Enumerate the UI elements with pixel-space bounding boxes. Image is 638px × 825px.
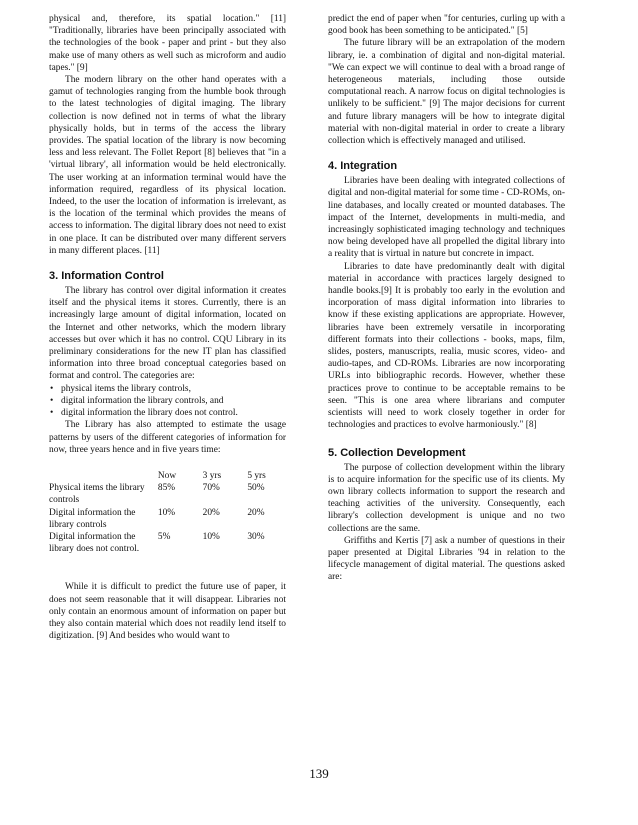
table-cell: 20% <box>247 507 265 518</box>
right-column <box>328 13 565 584</box>
section-heading-collection-development: 5. Collection Development <box>328 446 466 459</box>
list-item: • digital information the library controls, and <box>50 395 224 406</box>
paragraph: predict the end of paper when "for centuries, curling up with a good book has been something to be anticipated." [5] <box>328 14 565 37</box>
list-item: • digital information the library does not control. <box>50 408 238 419</box>
table-header-cell: Now <box>157 470 177 481</box>
table-cell: 5% <box>157 531 171 542</box>
table-header-row <box>49 470 286 482</box>
table-cell: 50% <box>247 483 265 494</box>
bullet-icon: • <box>50 395 54 406</box>
table-cell: 10% <box>202 531 220 542</box>
table-row <box>49 531 286 555</box>
table-header-cell <box>49 470 152 482</box>
table-header-cell: 5 yrs <box>247 470 266 481</box>
bullet-icon: • <box>50 383 54 394</box>
paragraph: The library has control over digital information it creates itself and the physical items it stores. Currently, there is an increasingly large amount of digital information, located on the Internet and other networks, which the modern library accesses but over which it has no control. CQU Library in its preliminary considerations for the new IT plan has classified information into three broad conceptual categories based on format and control. The categories are: <box>49 286 286 382</box>
paragraph: Griffiths and Kertis [7] ask a number of questions in their paper presented at Digital Libraries '94 in relation to the lifecycle management of digital material. The questions asked are: <box>328 535 565 583</box>
table-row <box>49 507 286 531</box>
paragraph: Libraries to date have predominantly dealt with digital material in accordance with practices largely designed to handle books.[9] It is probably too early in the evolution and incorporation of mass digital information into libraries to know if these existing applications are appropriate. However, libraries have been extremely versatile in incorporating different formats into their collections - books, maps, film, slides, posters, manuscripts, realia, music scores, video- and audio-tapes, and CD-ROMs. Libraries are now incorporating URLs into bibliographic records. However, whether these practices prove to continue to be acceptable remains to be seen. "This is one area where librarians and computer scientists will need to work closely together in order for technologies and practices to evolve harmoniously." [8] <box>328 261 565 431</box>
section-heading-integration: 4. Integration <box>328 160 398 173</box>
table-cell: 20% <box>202 507 220 518</box>
table-row <box>49 482 286 506</box>
table-cell: Digital information the library controls <box>49 507 136 530</box>
bullet-icon: • <box>50 408 54 419</box>
list-item: • physical items the library controls, <box>50 383 191 394</box>
page-number: 139 <box>309 766 329 781</box>
paragraph: The Library has also attempted to estimate the usage patterns by users of the different categories of information for now, three years hence and in five years time: <box>49 420 286 455</box>
usage-table <box>49 470 286 555</box>
table-cell: 70% <box>202 483 220 494</box>
paragraph: The future library will be an extrapolation of the modern library, ie. a combination of digital and non-digital material. "We can expect we will continue to deal with a broad range of heterogeneous materials, including those outside computational reach. A narrow focus on digital technologies is unlikely to be sufficient." [9] The major decisions for current and future library managers will be how to integrate digital material with non-digital material in order to create a library collection which is effectively managed and utilised. <box>328 38 565 147</box>
section-heading-information-control: 3. Information Control <box>49 270 164 283</box>
paragraph: physical and, therefore, its spatial location." [11] "Traditionally, libraries have been principally associated with the technologies of the book - paper and print - but they also make use of many others as well such as microform and audio tapes." [9] <box>49 14 286 73</box>
table-header-cell: 3 yrs <box>202 470 222 481</box>
table-cell: Digital information the library does not control. <box>49 531 140 555</box>
paragraph: The purpose of collection development within the library is to acquire information for the specific use of its clients. My own library collects information to support the research and teaching activities of the university. Consequently, each library's collection development is unique and no two collections are the same. <box>328 462 565 534</box>
table-cell: Physical items the library controls <box>49 483 145 506</box>
paragraph: While it is difficult to predict the future use of paper, it does not seem reasonable that it will disappear. Libraries not only contain an enormous amount of information on paper but they also contain material which does not readily lend itself to digitization. [9] And besides who would want to <box>49 582 286 642</box>
left-column <box>49 13 286 642</box>
table-cell: 85% <box>157 483 176 494</box>
paragraph: Libraries have been dealing with integrated collections of digital and non-digital material for some time - CD-ROMs, on-line databases, and locally created or mounted databases. The impact of the Internet, developments in multi-media, and increasingly sophisticated imaging technology and techniques now being developed have all propelled the digital library into a reality that is virtual in nature but concrete in impact. <box>328 176 565 260</box>
paragraph: The modern library on the other hand operates with a gamut of technologies ranging from the humble book through to the latest technologies of digital imaging. The library collection is now defined not in terms of what the library physically holds, but in terms of the access the library provides. The spatial location of the library is now becoming less and less relevant. The Follet Report [8] believes that "in a 'virtual library', all information would be held electronically. The user working at an information terminal would have the information required, regardless of its physical location. Indeed, to the user the location of information is irrelevant, as is the location of the terminal which provides the means of access to information. The digital library does not need to exist in one place. It can be distributed over many different servers in many different places. [11] <box>49 75 286 256</box>
category-list <box>49 383 286 420</box>
table-cell: 10% <box>157 507 176 518</box>
table-cell: 30% <box>247 531 265 542</box>
